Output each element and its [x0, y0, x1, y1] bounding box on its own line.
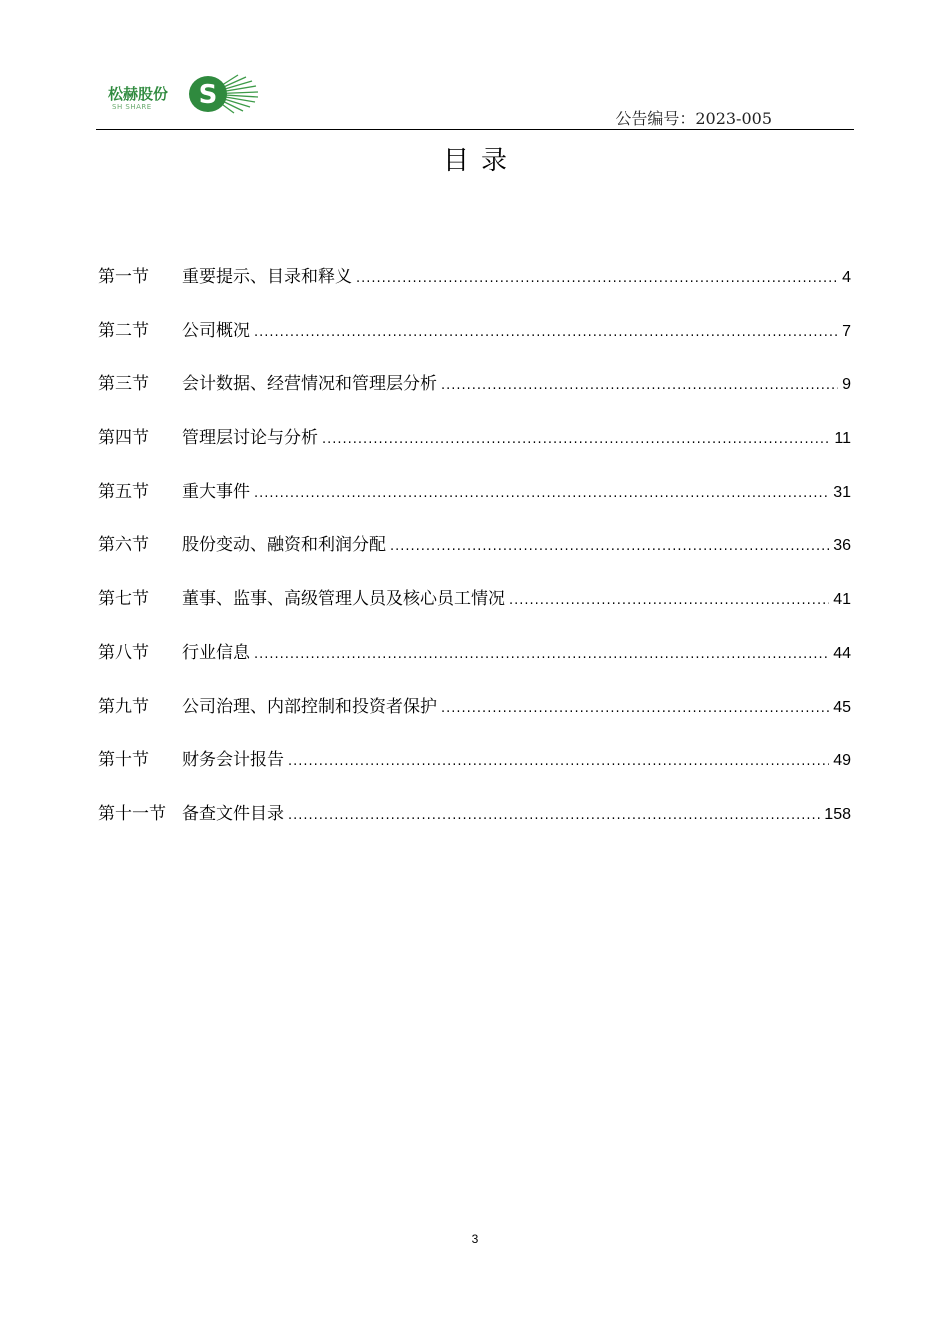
toc-page: 49 — [833, 752, 851, 770]
toc-leader — [254, 647, 829, 662]
toc-leader — [288, 754, 829, 769]
toc-entry[interactable] — [98, 692, 851, 746]
toc-leader — [390, 539, 829, 554]
toc-page: 45 — [833, 698, 851, 716]
toc-section: 第六节 — [98, 535, 149, 556]
logo-subtext: SH SHARE — [112, 103, 152, 111]
leaf-s-logo-icon — [186, 72, 260, 116]
toc-page: 41 — [833, 591, 851, 609]
announcement-number: 公告编号：2023-005 — [615, 109, 772, 128]
toc-leader — [254, 486, 829, 501]
toc-leader — [322, 432, 830, 447]
toc-page: 4 — [842, 269, 851, 286]
toc-entry[interactable] — [98, 745, 851, 799]
toc-entry[interactable] — [98, 477, 851, 531]
toc-title: 重要提示、目录和释义 — [182, 267, 352, 287]
toc-title: 公司概况 — [182, 320, 250, 341]
toc-entry[interactable] — [98, 638, 851, 692]
toc-leader — [356, 271, 838, 286]
toc-title: 公司治理、内部控制和投资者保护 — [182, 696, 437, 717]
toc-page: 9 — [842, 376, 851, 394]
toc-title: 股份变动、融资和利润分配 — [182, 535, 386, 556]
toc-entry[interactable] — [98, 799, 851, 853]
toc-entry[interactable] — [98, 423, 851, 477]
company-logo — [108, 70, 258, 118]
toc-page: 158 — [824, 805, 851, 823]
toc-leader — [288, 808, 820, 823]
toc-title: 会计数据、经营情况和管理层分析 — [182, 374, 437, 395]
toc-entry[interactable] — [98, 262, 851, 316]
toc-section: 第三节 — [98, 374, 149, 395]
logo-text: 松赫股份 — [108, 85, 169, 103]
table-of-contents — [98, 262, 851, 853]
svg-text:S: S — [198, 80, 218, 110]
toc-entry[interactable] — [98, 316, 851, 370]
toc-section: 第七节 — [98, 589, 149, 610]
toc-section: 第八节 — [98, 642, 149, 663]
page-title: 目录 — [442, 146, 519, 176]
toc-entry[interactable] — [98, 530, 851, 584]
toc-title: 备查文件目录 — [182, 803, 284, 824]
toc-leader — [441, 378, 838, 393]
toc-section: 第一节 — [98, 267, 149, 287]
toc-entry[interactable] — [98, 584, 851, 638]
toc-leader — [441, 701, 829, 716]
toc-entry[interactable] — [98, 369, 851, 423]
toc-title: 重大事件 — [182, 481, 250, 502]
toc-title: 财务会计报告 — [182, 750, 284, 771]
toc-page: 36 — [833, 537, 851, 555]
toc-page: 44 — [833, 644, 851, 662]
toc-leader — [254, 325, 838, 340]
toc-section: 第十节 — [98, 750, 149, 771]
toc-page: 31 — [833, 483, 851, 501]
toc-section: 第十一节 — [98, 803, 166, 824]
toc-section: 第九节 — [98, 696, 149, 717]
toc-section: 第五节 — [98, 481, 149, 502]
toc-section: 第二节 — [98, 320, 149, 341]
toc-leader — [509, 593, 829, 608]
toc-page: 11 — [834, 430, 851, 448]
header-divider — [96, 129, 854, 130]
toc-section: 第四节 — [98, 428, 149, 449]
page-number: 3 — [471, 1232, 479, 1246]
toc-title: 管理层讨论与分析 — [182, 428, 318, 449]
toc-page: 7 — [842, 322, 851, 340]
toc-title: 董事、监事、高级管理人员及核心员工情况 — [182, 589, 505, 610]
toc-title: 行业信息 — [182, 642, 250, 663]
